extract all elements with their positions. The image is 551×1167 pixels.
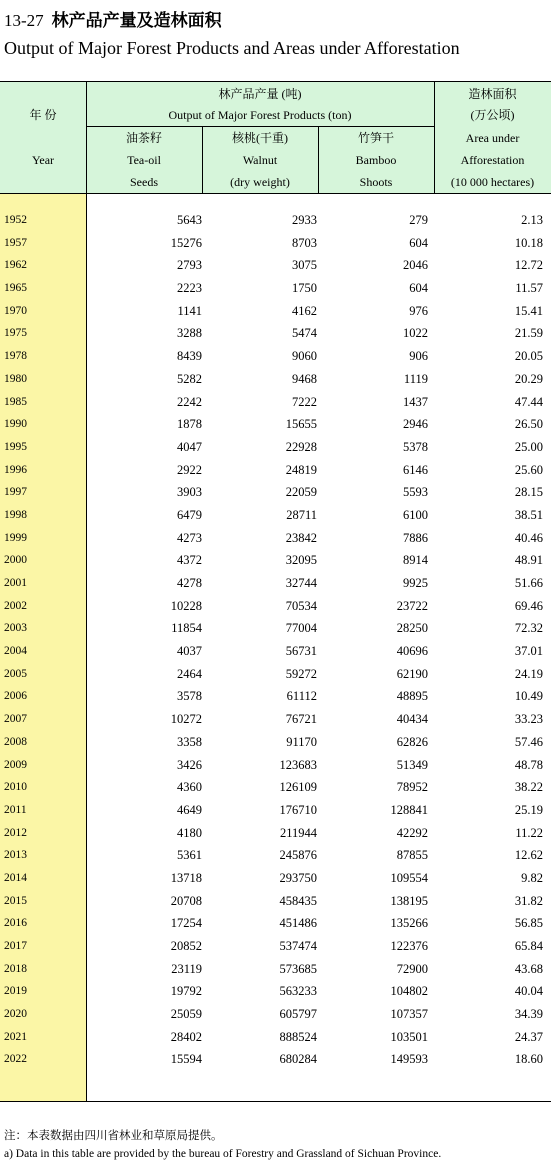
cell-bamboo-shoots: 87855 xyxy=(396,848,428,863)
cell-bamboo-shoots: 2946 xyxy=(403,417,428,432)
header-year-en: Year xyxy=(31,153,55,167)
table-row xyxy=(0,822,551,845)
cell-walnut: 537474 xyxy=(279,939,317,953)
cell-tea-oil-seeds: 23119 xyxy=(171,961,202,976)
cell-tea-oil-seeds: 10228 xyxy=(170,598,202,613)
cell-year: 2019 xyxy=(4,985,27,998)
header-tea-en1: Tea-oil xyxy=(127,153,161,167)
table-title-cn xyxy=(4,6,222,31)
cell-year: 1995 xyxy=(4,440,27,453)
table-row xyxy=(0,1003,551,1026)
cell-tea-oil-seeds: 15594 xyxy=(170,1052,202,1067)
cell-tea-oil-seeds: 2223 xyxy=(177,281,202,296)
cell-afforestation-area: 40.46 xyxy=(514,530,543,545)
table-row xyxy=(0,1048,551,1071)
table-row xyxy=(0,232,551,255)
cell-afforestation-area: 40.04 xyxy=(514,984,543,999)
cell-tea-oil-seeds: 8439 xyxy=(177,349,202,364)
header-group-cn: 林产品产量 (吨) xyxy=(218,87,302,101)
cell-afforestation-area: 20.05 xyxy=(514,349,543,364)
note-en: a) Data in this table are provided by the bureau of Forestry and Grassland of Sichuan Province. xyxy=(4,1148,442,1160)
cell-tea-oil-seeds: 4372 xyxy=(177,553,202,568)
cell-year: 1975 xyxy=(4,327,27,340)
table-row xyxy=(0,958,551,981)
cell-walnut: 3075 xyxy=(292,258,317,273)
cell-walnut: 28711 xyxy=(286,507,317,522)
cell-bamboo-shoots: 42292 xyxy=(396,825,428,840)
table-row xyxy=(0,754,551,777)
cell-walnut: 563233 xyxy=(279,984,317,999)
cell-afforestation-area: 65.84 xyxy=(514,939,543,953)
table-row xyxy=(0,708,551,731)
cell-afforestation-area: 37.01 xyxy=(514,644,543,659)
cell-afforestation-area: 43.68 xyxy=(514,961,543,976)
cell-tea-oil-seeds: 2242 xyxy=(177,394,202,409)
cell-year: 2006 xyxy=(4,690,27,703)
table-row xyxy=(0,459,551,482)
cell-year: 2011 xyxy=(4,803,27,816)
cell-afforestation-area: 10.49 xyxy=(514,689,543,704)
table-title-cn-text: 林产品产量及造林面积 xyxy=(51,11,222,30)
cell-afforestation-area: 25.00 xyxy=(514,439,543,454)
cell-bamboo-shoots: 1437 xyxy=(403,394,428,409)
cell-year: 1965 xyxy=(4,282,27,295)
table-row xyxy=(0,980,551,1003)
cell-tea-oil-seeds: 28402 xyxy=(170,1029,202,1044)
cell-year: 1952 xyxy=(4,214,27,226)
cell-tea-oil-seeds: 25059 xyxy=(170,1007,202,1022)
cell-year: 2018 xyxy=(4,962,27,975)
table-row xyxy=(0,890,551,913)
cell-afforestation-area: 51.66 xyxy=(514,576,543,590)
cell-afforestation-area: 48.78 xyxy=(514,757,543,772)
cell-bamboo-shoots: 28250 xyxy=(396,621,428,636)
cell-year: 1990 xyxy=(4,418,27,431)
cell-tea-oil-seeds: 4047 xyxy=(177,439,202,454)
cell-tea-oil-seeds: 13718 xyxy=(170,870,202,885)
cell-afforestation-area: 11.57 xyxy=(515,281,543,296)
cell-walnut: 4162 xyxy=(292,303,317,318)
cell-afforestation-area: 34.39 xyxy=(514,1007,543,1022)
cell-afforestation-area: 26.50 xyxy=(514,417,543,432)
cell-walnut: 59272 xyxy=(285,666,317,681)
cell-walnut: 1750 xyxy=(292,281,317,296)
cell-afforestation-area: 72.32 xyxy=(514,621,543,636)
divider-group xyxy=(86,126,434,127)
cell-tea-oil-seeds: 3578 xyxy=(177,689,202,704)
cell-walnut: 9060 xyxy=(292,349,317,364)
cell-bamboo-shoots: 128841 xyxy=(390,802,428,817)
cell-tea-oil-seeds: 20708 xyxy=(170,893,202,908)
cell-year: 2002 xyxy=(4,599,27,612)
cell-walnut: 91170 xyxy=(286,734,317,749)
cell-tea-oil-seeds: 10272 xyxy=(170,712,202,727)
cell-walnut: 245876 xyxy=(279,848,317,863)
cell-afforestation-area: 56.85 xyxy=(514,916,543,931)
table-row xyxy=(0,799,551,822)
table-row xyxy=(0,481,551,504)
cell-afforestation-area: 24.37 xyxy=(514,1029,543,1044)
cell-tea-oil-seeds: 4278 xyxy=(177,576,202,590)
cell-year: 2012 xyxy=(4,826,27,839)
cell-year: 1999 xyxy=(4,531,27,544)
header-bamboo-en2: Shoots xyxy=(359,175,393,189)
header-tea-en2: Seeds xyxy=(130,175,158,189)
cell-tea-oil-seeds: 6479 xyxy=(177,507,202,522)
cell-afforestation-area: 69.46 xyxy=(514,598,543,613)
cell-walnut: 61112 xyxy=(286,689,317,704)
cell-afforestation-area: 2.13 xyxy=(521,213,543,227)
table-row xyxy=(0,844,551,867)
cell-bamboo-shoots: 1119 xyxy=(403,371,428,386)
cell-tea-oil-seeds: 3903 xyxy=(177,485,202,500)
cell-afforestation-area: 31.82 xyxy=(514,893,543,908)
cell-afforestation-area: 38.22 xyxy=(514,780,543,795)
cell-year: 2005 xyxy=(4,667,27,680)
cell-afforestation-area: 25.19 xyxy=(514,802,543,817)
table-body xyxy=(0,209,551,1071)
cell-bamboo-shoots: 48895 xyxy=(396,689,428,704)
table-bottom-rule xyxy=(0,1101,551,1102)
cell-year: 1980 xyxy=(4,372,27,385)
header-walnut-en1: Walnut xyxy=(242,153,278,167)
cell-walnut: 680284 xyxy=(279,1052,317,1067)
cell-year: 1978 xyxy=(4,350,27,363)
cell-afforestation-area: 21.59 xyxy=(514,326,543,341)
cell-bamboo-shoots: 2046 xyxy=(403,258,428,273)
cell-bamboo-shoots: 51349 xyxy=(396,757,428,772)
table-row xyxy=(0,595,551,618)
cell-afforestation-area: 10.18 xyxy=(514,235,543,250)
cell-tea-oil-seeds: 19792 xyxy=(170,984,202,999)
table-row xyxy=(0,413,551,436)
cell-tea-oil-seeds: 3288 xyxy=(177,326,202,341)
cell-tea-oil-seeds: 11854 xyxy=(171,621,202,636)
cell-walnut: 15655 xyxy=(285,417,317,432)
table-row xyxy=(0,549,551,572)
cell-bamboo-shoots: 40696 xyxy=(396,644,428,659)
cell-year: 2007 xyxy=(4,713,27,726)
cell-bamboo-shoots: 40434 xyxy=(396,712,428,727)
cell-walnut: 70534 xyxy=(285,598,317,613)
cell-walnut: 76721 xyxy=(285,712,317,727)
header-group-en: Output of Major Forest Products (ton) xyxy=(168,108,352,122)
cell-afforestation-area: 15.41 xyxy=(514,303,543,318)
cell-bamboo-shoots: 6100 xyxy=(403,507,428,522)
cell-afforestation-area: 12.72 xyxy=(514,258,543,273)
cell-bamboo-shoots: 604 xyxy=(409,235,428,250)
cell-walnut: 573685 xyxy=(279,961,317,976)
cell-afforestation-area: 12.62 xyxy=(514,848,543,863)
cell-afforestation-area: 57.46 xyxy=(514,734,543,749)
cell-walnut: 211944 xyxy=(279,825,317,840)
header-bamboo-en1: Bamboo xyxy=(355,153,397,167)
table-row xyxy=(0,867,551,890)
cell-walnut: 9468 xyxy=(292,371,317,386)
cell-year: 2014 xyxy=(4,871,27,884)
header-area-cn: 造林面积 xyxy=(468,87,517,101)
table-row xyxy=(0,731,551,754)
header-area-en2: Afforestation xyxy=(460,153,525,167)
cell-walnut: 451486 xyxy=(279,916,317,931)
cell-tea-oil-seeds: 4037 xyxy=(177,644,202,659)
cell-bamboo-shoots: 78952 xyxy=(396,780,428,795)
table-row xyxy=(0,254,551,277)
table-row xyxy=(0,209,551,232)
cell-afforestation-area: 25.60 xyxy=(514,462,543,477)
cell-tea-oil-seeds: 1141 xyxy=(177,303,202,318)
cell-year: 1985 xyxy=(4,395,27,408)
cell-walnut: 32095 xyxy=(285,553,317,568)
cell-bamboo-shoots: 62190 xyxy=(396,666,428,681)
note-cn: 注：本表数据由四川省林业和草原局提供。 xyxy=(4,1130,223,1142)
cell-year: 1970 xyxy=(4,304,27,317)
cell-tea-oil-seeds: 20852 xyxy=(170,939,202,953)
cell-afforestation-area: 48.91 xyxy=(514,553,543,568)
cell-afforestation-area: 11.22 xyxy=(515,825,543,840)
cell-walnut: 888524 xyxy=(279,1029,317,1044)
cell-bamboo-shoots: 6146 xyxy=(403,462,428,477)
cell-tea-oil-seeds: 4273 xyxy=(177,530,202,545)
table-row xyxy=(0,685,551,708)
cell-afforestation-area: 38.51 xyxy=(514,507,543,522)
cell-afforestation-area: 47.44 xyxy=(514,394,543,409)
cell-year: 2001 xyxy=(4,577,27,589)
table-row xyxy=(0,345,551,368)
cell-year: 1962 xyxy=(4,259,27,272)
table-row xyxy=(0,663,551,686)
cell-bamboo-shoots: 23722 xyxy=(396,598,428,613)
cell-year: 1997 xyxy=(4,486,27,499)
table-row xyxy=(0,935,551,958)
cell-bamboo-shoots: 279 xyxy=(409,213,428,227)
cell-walnut: 23842 xyxy=(285,530,317,545)
cell-afforestation-area: 33.23 xyxy=(514,712,543,727)
cell-tea-oil-seeds: 2464 xyxy=(177,666,202,681)
table-row xyxy=(0,776,551,799)
cell-bamboo-shoots: 107357 xyxy=(390,1007,428,1022)
cell-year: 2016 xyxy=(4,917,27,930)
cell-year: 2017 xyxy=(4,940,27,952)
cell-tea-oil-seeds: 15276 xyxy=(170,235,202,250)
cell-bamboo-shoots: 604 xyxy=(409,281,428,296)
cell-tea-oil-seeds: 5282 xyxy=(177,371,202,386)
cell-year: 1998 xyxy=(4,508,27,521)
cell-bamboo-shoots: 135266 xyxy=(390,916,428,931)
table-row xyxy=(0,527,551,550)
header-bamboo-cn: 竹笋干 xyxy=(357,131,394,145)
cell-walnut: 176710 xyxy=(279,802,317,817)
cell-year: 2009 xyxy=(4,758,27,771)
cell-walnut: 605797 xyxy=(279,1007,317,1022)
cell-afforestation-area: 24.19 xyxy=(514,666,543,681)
cell-year: 2000 xyxy=(4,554,27,567)
header-area-en1: Area under xyxy=(465,131,520,145)
table-row xyxy=(0,322,551,345)
cell-tea-oil-seeds: 4360 xyxy=(177,780,202,795)
cell-year: 2015 xyxy=(4,894,27,907)
cell-bamboo-shoots: 72900 xyxy=(396,961,428,976)
cell-bamboo-shoots: 122376 xyxy=(390,939,428,953)
cell-year: 2003 xyxy=(4,622,27,635)
cell-bamboo-shoots: 138195 xyxy=(390,893,428,908)
cell-bamboo-shoots: 906 xyxy=(409,349,428,364)
table-row xyxy=(0,277,551,300)
cell-tea-oil-seeds: 4649 xyxy=(177,802,202,817)
table-row xyxy=(0,436,551,459)
cell-year: 2010 xyxy=(4,781,27,794)
cell-year: 2008 xyxy=(4,735,27,748)
cell-tea-oil-seeds: 5643 xyxy=(177,213,202,227)
cell-walnut: 22928 xyxy=(285,439,317,454)
table-title-en: Output of Major Forest Products and Areas under Afforestation xyxy=(4,38,460,58)
cell-bamboo-shoots: 149593 xyxy=(390,1052,428,1067)
cell-bamboo-shoots: 103501 xyxy=(390,1029,428,1044)
cell-walnut: 126109 xyxy=(279,780,317,795)
cell-bamboo-shoots: 104802 xyxy=(390,984,428,999)
cell-year: 2021 xyxy=(4,1030,27,1043)
header-area-unit-cn: (万公顷) xyxy=(470,108,515,122)
cell-walnut: 123683 xyxy=(279,757,317,772)
cell-bamboo-shoots: 9925 xyxy=(403,576,428,590)
table-top-rule xyxy=(0,81,551,82)
cell-walnut: 5474 xyxy=(292,326,317,341)
cell-year: 2013 xyxy=(4,849,27,862)
table-number: 13-27 xyxy=(4,11,44,30)
cell-year: 2020 xyxy=(4,1008,27,1021)
cell-bamboo-shoots: 5378 xyxy=(403,439,428,454)
table-row xyxy=(0,912,551,935)
cell-walnut: 56731 xyxy=(285,644,317,659)
cell-tea-oil-seeds: 3358 xyxy=(177,734,202,749)
cell-walnut: 32744 xyxy=(285,576,317,590)
cell-afforestation-area: 18.60 xyxy=(514,1052,543,1067)
table-row xyxy=(0,300,551,323)
cell-walnut: 2933 xyxy=(292,213,317,227)
cell-bamboo-shoots: 976 xyxy=(409,303,428,318)
cell-bamboo-shoots: 5593 xyxy=(403,485,428,500)
cell-walnut: 293750 xyxy=(279,870,317,885)
cell-year: 2022 xyxy=(4,1053,27,1066)
cell-walnut: 22059 xyxy=(285,485,317,500)
table-row xyxy=(0,617,551,640)
cell-tea-oil-seeds: 5361 xyxy=(177,848,202,863)
cell-tea-oil-seeds: 1878 xyxy=(177,417,202,432)
table-row xyxy=(0,368,551,391)
header-walnut-cn: 核桃(干重) xyxy=(232,131,288,145)
cell-afforestation-area: 9.82 xyxy=(521,870,543,885)
cell-afforestation-area: 20.29 xyxy=(514,371,543,386)
cell-walnut: 458435 xyxy=(279,893,317,908)
table-row xyxy=(0,504,551,527)
table-row xyxy=(0,391,551,414)
cell-tea-oil-seeds: 2793 xyxy=(177,258,202,273)
cell-walnut: 8703 xyxy=(292,235,317,250)
table-row xyxy=(0,1026,551,1049)
header-area-en3: (10 000 hectares) xyxy=(450,175,535,189)
cell-tea-oil-seeds: 2922 xyxy=(177,462,202,477)
cell-walnut: 77004 xyxy=(285,621,317,636)
header-walnut-en2: (dry weight) xyxy=(230,175,290,189)
cell-tea-oil-seeds: 3426 xyxy=(177,757,202,772)
cell-bamboo-shoots: 62826 xyxy=(396,734,428,749)
cell-afforestation-area: 28.15 xyxy=(514,485,543,500)
cell-bamboo-shoots: 7886 xyxy=(403,530,428,545)
cell-year: 1957 xyxy=(4,236,27,249)
cell-walnut: 7222 xyxy=(292,394,317,409)
header-bottom-rule xyxy=(0,193,551,194)
table-row xyxy=(0,572,551,595)
cell-bamboo-shoots: 1022 xyxy=(403,326,428,341)
cell-bamboo-shoots: 109554 xyxy=(390,870,428,885)
cell-tea-oil-seeds: 17254 xyxy=(170,916,202,931)
cell-bamboo-shoots: 8914 xyxy=(403,553,428,568)
header-tea-cn: 油茶籽 xyxy=(125,131,162,145)
cell-walnut: 24819 xyxy=(285,462,317,477)
cell-year: 2004 xyxy=(4,645,27,658)
cell-tea-oil-seeds: 4180 xyxy=(177,825,202,840)
cell-year: 1996 xyxy=(4,463,27,476)
header-year-cn: 年 份 xyxy=(29,108,57,122)
table-row xyxy=(0,640,551,663)
